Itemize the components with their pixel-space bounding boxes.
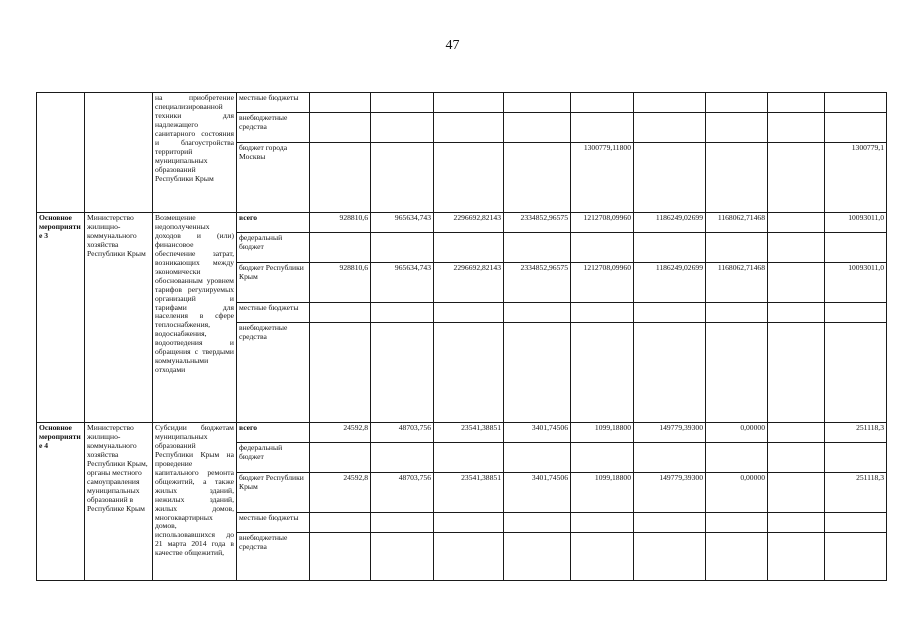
event-3-value-cell: 10093011,0 (825, 263, 887, 303)
event-4-value-cell (504, 443, 571, 473)
event-4-value-cell: 0,00000 (706, 473, 768, 513)
continuation-value-cell (434, 113, 504, 143)
continuation-value-cell (825, 93, 887, 113)
event-4-value-cell (825, 513, 887, 533)
event-3-value-cell (371, 323, 434, 423)
event-4-source-cell: бюджет Республики Крым (237, 473, 310, 513)
event-4-value-cell (634, 443, 706, 473)
event-4-value-cell: 1099,18800 (571, 473, 634, 513)
event-3-value-cell (504, 233, 571, 263)
event-4-value-cell (434, 513, 504, 533)
event-3-value-cell (571, 303, 634, 323)
continuation-value-cell (571, 93, 634, 113)
event-3-source-cell: федеральный бюджет (237, 233, 310, 263)
event-3-value-cell (434, 303, 504, 323)
event-4-value-cell (634, 513, 706, 533)
event-4-label: Основное мероприятие 4 (37, 423, 85, 581)
continuation-source-cell: бюджет города Москвы (237, 143, 310, 213)
event-4-value-cell: 48703,756 (371, 473, 434, 513)
event-4-value-cell (571, 513, 634, 533)
table-row (37, 213, 887, 233)
continuation-value-cell (634, 113, 706, 143)
event-4-value-cell: 24592,8 (310, 423, 371, 443)
continuation-value-cell (706, 93, 768, 113)
event-4-value-cell (768, 443, 825, 473)
continuation-value-cell (434, 93, 504, 113)
event-3-source-cell: бюджет Республики Крым (237, 263, 310, 303)
table-row (37, 423, 887, 443)
event-4-source-cell: федеральный бюджет (237, 443, 310, 473)
event-4-description: Субсидии бюджетам муниципальных образований Республики Крым на проведение капитального ремонта общежитий, а также жилых зданий, нежилых зданий, жилых домов, многоквартирных домов, использовавшихся до 21 марта 2014 года в качестве общежитий, (153, 423, 237, 581)
event-3-value-cell (371, 233, 434, 263)
event-4-value-cell: 251118,3 (825, 423, 887, 443)
event-3-value-cell (768, 233, 825, 263)
continuation-value-cell (310, 143, 371, 213)
event-4-value-cell (768, 473, 825, 513)
event-3-value-cell: 2296692,82143 (434, 213, 504, 233)
table-body (37, 93, 887, 581)
event-4-source-cell: местные бюджеты (237, 513, 310, 533)
event-4-value-cell (434, 443, 504, 473)
event-3-label: Основное мероприятие 3 (37, 213, 85, 423)
continuation-value-cell (706, 143, 768, 213)
table-row (37, 93, 887, 113)
event-3-value-cell: 1186249,02699 (634, 213, 706, 233)
event-3-value-cell: 1168062,71468 (706, 213, 768, 233)
continuation-value-cell (825, 113, 887, 143)
event-3-value-cell (768, 263, 825, 303)
event-4-value-cell (310, 533, 371, 581)
event-4-executor: Министерство жилищно-коммунального хозяйства Республики Крым, органы местного самоуправления муниципальных образований в Республике Крым (85, 423, 153, 581)
event-3-value-cell: 1212708,09960 (571, 213, 634, 233)
event-3-value-cell (434, 233, 504, 263)
event-3-value-cell (310, 233, 371, 263)
event-3-value-cell (706, 303, 768, 323)
event-4-value-cell (371, 513, 434, 533)
continuation-value-cell (371, 113, 434, 143)
continuation-value-cell (634, 93, 706, 113)
event-4-value-cell (434, 533, 504, 581)
event-3-value-cell: 2334852,96575 (504, 213, 571, 233)
event-4-value-cell: 3401,74506 (504, 473, 571, 513)
event-3-value-cell: 2334852,96575 (504, 263, 571, 303)
event-4-value-cell: 149779,39300 (634, 473, 706, 513)
event-3-source-cell: всего (237, 213, 310, 233)
event-3-value-cell (825, 303, 887, 323)
event-4-value-cell (768, 423, 825, 443)
event-4-value-cell: 0,00000 (706, 423, 768, 443)
event-3-value-cell (571, 233, 634, 263)
event-3-value-cell (310, 323, 371, 423)
event-3-value-cell (706, 323, 768, 423)
continuation-value-cell: 1300779,1 (825, 143, 887, 213)
event-4-value-cell (706, 533, 768, 581)
continuation-value-cell (768, 113, 825, 143)
event-3-value-cell (634, 323, 706, 423)
event-4-source-cell: всего (237, 423, 310, 443)
event-3-source-cell: местные бюджеты (237, 303, 310, 323)
event-4-value-cell: 3401,74506 (504, 423, 571, 443)
event-3-value-cell (504, 323, 571, 423)
event-4-value-cell (825, 533, 887, 581)
continuation-source-cell: местные бюджеты (237, 93, 310, 113)
budget-table (36, 92, 887, 581)
event-4-value-cell (706, 443, 768, 473)
event-3-source-cell: внебюджетные средства (237, 323, 310, 423)
event-3-value-cell (571, 323, 634, 423)
page-number: 47 (445, 38, 460, 53)
event-4-value-cell: 23541,38851 (434, 423, 504, 443)
event-3-value-cell (504, 303, 571, 323)
event-4-value-cell (571, 533, 634, 581)
event-3-value-cell (825, 233, 887, 263)
event-3-value-cell: 965634,743 (371, 263, 434, 303)
continuation-value-cell (634, 143, 706, 213)
event-4-value-cell: 1099,18800 (571, 423, 634, 443)
event-4-source-cell: внебюджетные средства (237, 533, 310, 581)
event-3-executor: Министерство жилищно-коммунального хозяйства Республики Крым (85, 213, 153, 423)
event-3-value-cell: 928810,6 (310, 263, 371, 303)
continuation-value-cell: 1300779,11800 (571, 143, 634, 213)
continuation-value-cell (371, 143, 434, 213)
continuation-value-cell (571, 113, 634, 143)
event-4-value-cell (825, 443, 887, 473)
event-3-value-cell (371, 303, 434, 323)
event-4-value-cell (371, 533, 434, 581)
event-4-value-cell (768, 533, 825, 581)
event-3-value-cell: 1186249,02699 (634, 263, 706, 303)
continuation-value-cell (768, 143, 825, 213)
event-4-value-cell: 149779,39300 (634, 423, 706, 443)
event-3-value-cell: 1212708,09960 (571, 263, 634, 303)
continuation-value-cell (504, 143, 571, 213)
continuation-executor (85, 93, 153, 213)
continuation-value-cell (371, 93, 434, 113)
event-4-value-cell (768, 513, 825, 533)
event-3-description: Возмещение недополученных доходов и (или) финансовое обеспечение затрат, возникающих между экономически обоснованным уровнем тарифов регулируемых организаций и тарифами для населения в сфере теплоснабжения, водоснабжения, водоотведения и обращения с твердыми коммунальными отходами (153, 213, 237, 423)
event-4-value-cell (634, 533, 706, 581)
event-4-value-cell: 48703,756 (371, 423, 434, 443)
event-4-value-cell: 23541,38851 (434, 473, 504, 513)
event-4-value-cell: 251118,3 (825, 473, 887, 513)
event-3-value-cell (825, 323, 887, 423)
event-4-value-cell (504, 513, 571, 533)
continuation-value-cell (504, 113, 571, 143)
event-4-value-cell (371, 443, 434, 473)
continuation-value-cell (310, 113, 371, 143)
continuation-value-cell (310, 93, 371, 113)
continuation-label (37, 93, 85, 213)
event-3-value-cell (310, 303, 371, 323)
event-3-value-cell (706, 233, 768, 263)
event-3-value-cell (634, 233, 706, 263)
event-3-value-cell: 965634,743 (371, 213, 434, 233)
event-3-value-cell: 2296692,82143 (434, 263, 504, 303)
event-3-value-cell: 10093011,0 (825, 213, 887, 233)
event-3-value-cell (434, 323, 504, 423)
event-4-value-cell (571, 443, 634, 473)
continuation-description: на приобретение специализированной техники для надлежащего санитарного состояния и благоустройства территорий муниципальных образований Республики Крым (153, 93, 237, 213)
event-3-value-cell (768, 323, 825, 423)
event-3-value-cell: 928810,6 (310, 213, 371, 233)
continuation-value-cell (434, 143, 504, 213)
event-3-value-cell (768, 213, 825, 233)
event-3-value-cell: 1168062,71468 (706, 263, 768, 303)
continuation-value-cell (504, 93, 571, 113)
event-3-value-cell (634, 303, 706, 323)
continuation-source-cell: внебюджетные средства (237, 113, 310, 143)
event-4-value-cell (310, 443, 371, 473)
event-4-value-cell (706, 513, 768, 533)
event-4-value-cell: 24592,8 (310, 473, 371, 513)
continuation-value-cell (706, 113, 768, 143)
event-4-value-cell (310, 513, 371, 533)
continuation-value-cell (768, 93, 825, 113)
event-4-value-cell (504, 533, 571, 581)
event-3-value-cell (768, 303, 825, 323)
